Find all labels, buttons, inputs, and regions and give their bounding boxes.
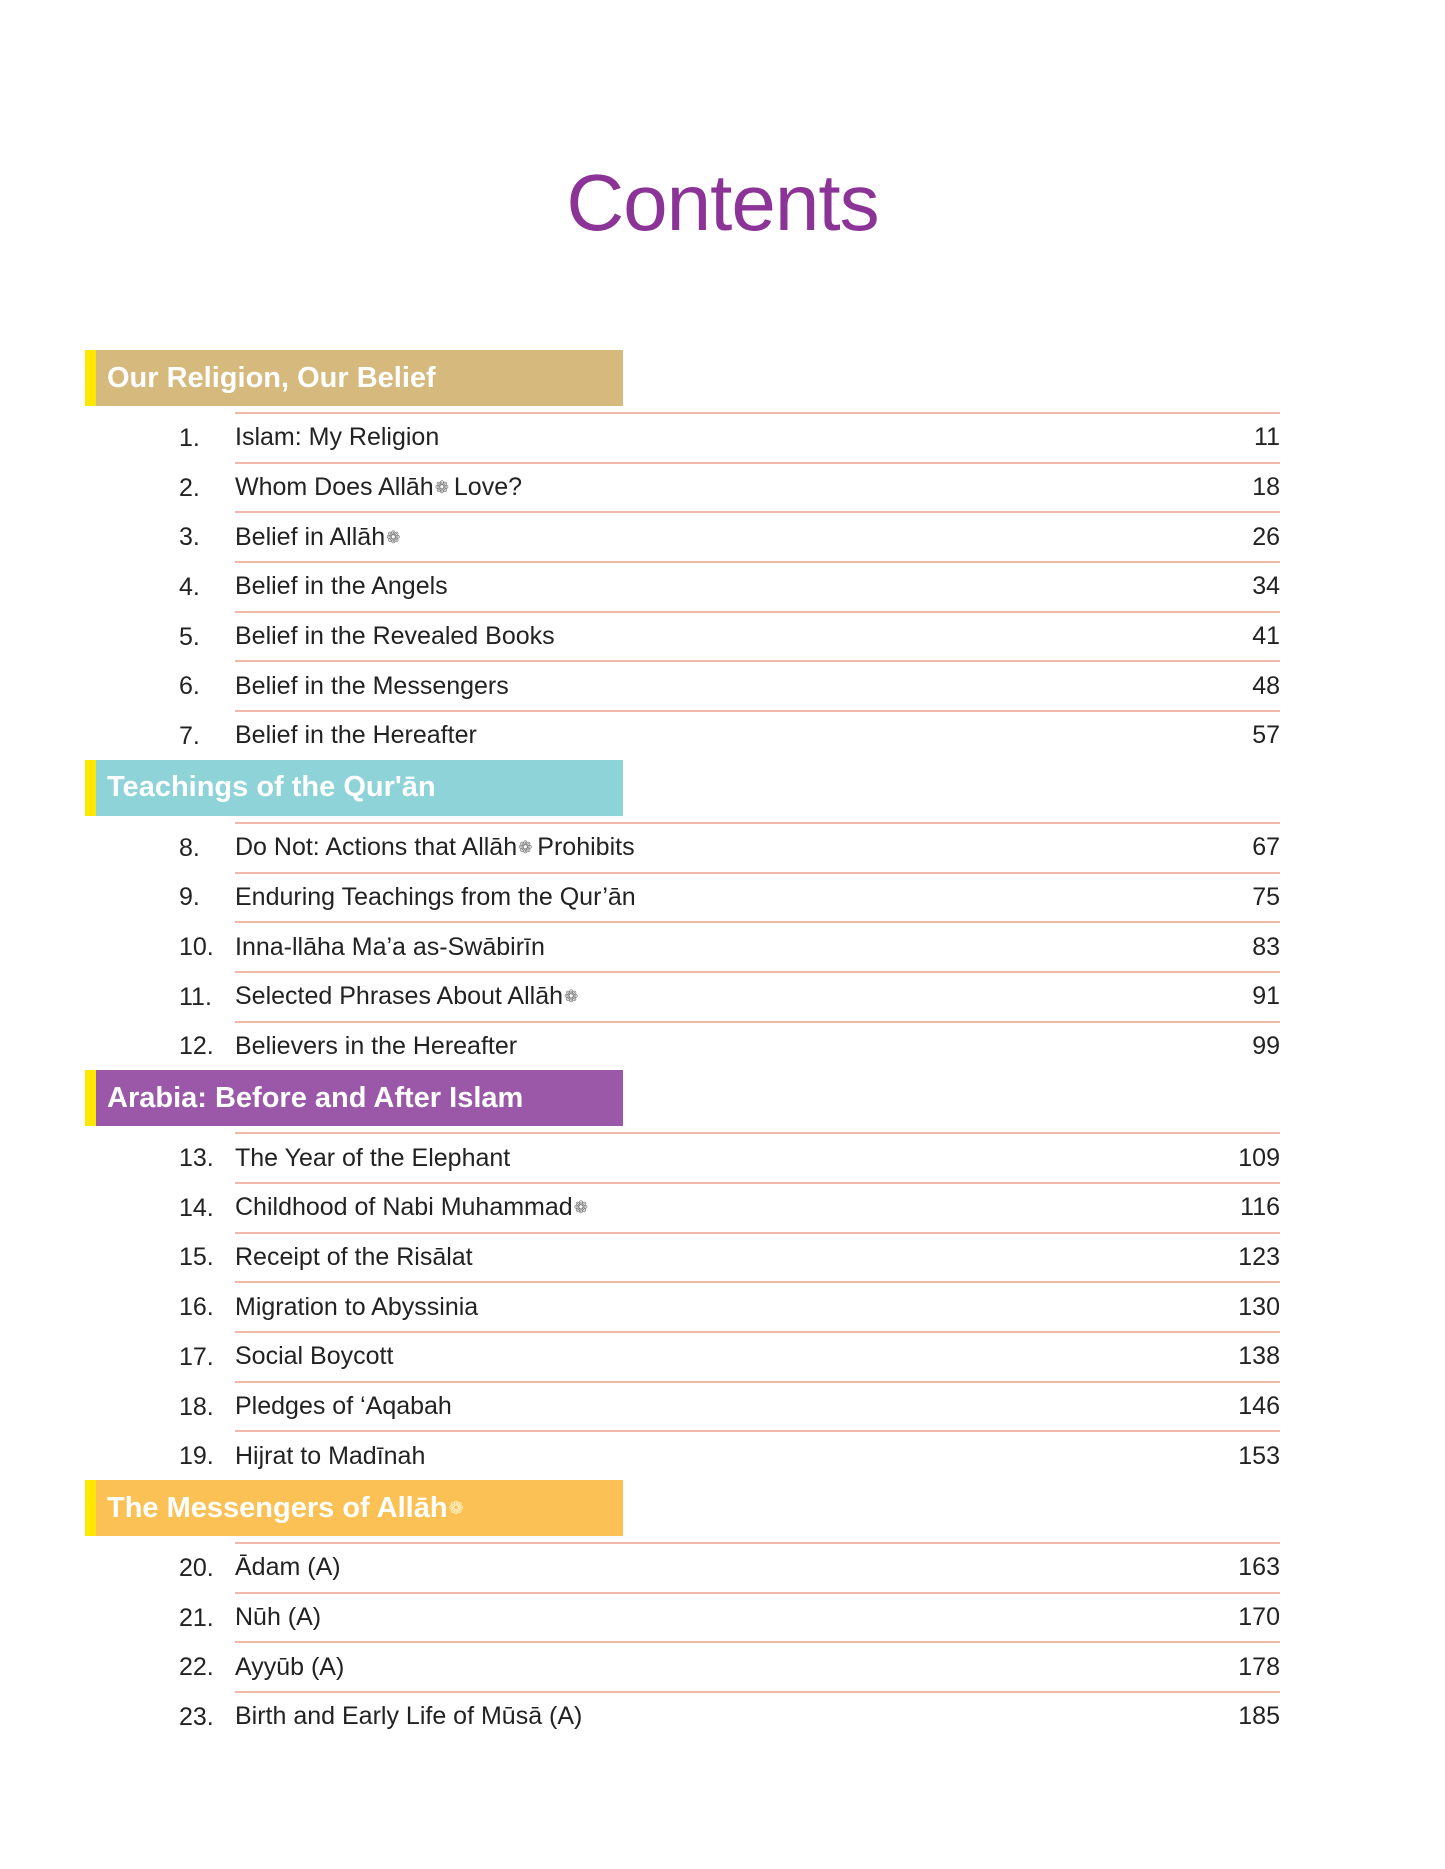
entry-title	[235, 982, 1200, 1011]
entry-title: Belief in the Angels	[235, 572, 448, 601]
honorific-glyph-icon: ❁	[434, 478, 447, 498]
entry-title: Believers in the Hereafter	[235, 1031, 518, 1060]
entry-title: Birth and Early Life of Mūsā (A)	[235, 1702, 583, 1731]
entry-title	[235, 523, 1200, 552]
section-header	[85, 1070, 623, 1126]
entry-page-number: 130	[1238, 1292, 1280, 1321]
entry-number: 19.	[179, 1442, 214, 1471]
entry-page-number: 109	[1238, 1143, 1280, 1172]
entry-title: Belief in the Revealed Books	[235, 622, 555, 651]
entry-page-number: 178	[1238, 1652, 1280, 1681]
entry-page-number: 123	[1238, 1242, 1280, 1271]
section-header	[85, 760, 623, 816]
entry-number: 18.	[179, 1392, 214, 1421]
entry-title: Inna-llāha Ma’a as-Swābirīn	[235, 932, 545, 961]
toc-entry[interactable]	[179, 412, 1280, 462]
entry-number: 16.	[179, 1293, 214, 1322]
honorific-glyph-icon: ❁	[518, 838, 531, 858]
entry-page-number: 34	[1252, 572, 1280, 601]
section-title: The Messengers of Allāh	[107, 1491, 448, 1524]
entry-number: 8.	[179, 833, 200, 862]
entry-number: 1.	[179, 423, 200, 452]
entry-page-number: 48	[1252, 671, 1280, 700]
entry-title-text: Selected Phrases About Allāh	[235, 982, 564, 1011]
entry-number: 12.	[179, 1032, 214, 1061]
section-header	[85, 1480, 623, 1536]
page-title: Contents	[566, 158, 879, 247]
entry-page-number: 91	[1252, 982, 1280, 1011]
entry-title-text: Belief in Allāh	[235, 522, 386, 551]
toc-entry[interactable]	[179, 822, 1280, 872]
toc-entry[interactable]	[179, 1542, 1280, 1592]
entry-number: 23.	[179, 1702, 214, 1731]
section-title: Arabia: Before and After Islam	[107, 1081, 524, 1114]
entry-title-text: Love?	[446, 473, 523, 502]
entry-title: Islam: My Religion	[235, 423, 440, 452]
entry-title: Migration to Abyssinia	[235, 1292, 479, 1321]
entry-number: 20.	[179, 1553, 214, 1582]
entry-number: 9.	[179, 883, 200, 912]
entry-page-number: 41	[1252, 622, 1280, 651]
entry-number: 6.	[179, 672, 200, 701]
toc-section	[85, 1480, 1280, 1741]
toc-entry[interactable]	[179, 1232, 1280, 1282]
toc-section	[85, 760, 1280, 1070]
entry-number: 7.	[179, 721, 200, 750]
entry-title	[235, 1193, 1200, 1222]
entry-number: 21.	[179, 1603, 214, 1632]
entry-number: 5.	[179, 622, 200, 651]
section-entries	[179, 412, 1280, 760]
toc-entry[interactable]	[179, 660, 1280, 710]
entry-title: Ayyūb (A)	[235, 1652, 345, 1681]
section-entries	[179, 1132, 1280, 1480]
entry-title: The Year of the Elephant	[235, 1143, 511, 1172]
honorific-glyph-icon: ❁	[573, 1198, 586, 1218]
toc-entry[interactable]	[179, 1430, 1280, 1480]
entry-page-number: 170	[1238, 1603, 1280, 1632]
entry-title: Ādam (A)	[235, 1553, 341, 1582]
entry-title: Receipt of the Risālat	[235, 1242, 473, 1271]
entry-title: Social Boycott	[235, 1342, 394, 1371]
toc-section	[85, 1070, 1280, 1480]
entry-title: Hijrat to Madīnah	[235, 1441, 426, 1470]
section-entries	[179, 822, 1280, 1070]
entry-number: 2.	[179, 473, 200, 502]
toc-entry[interactable]	[179, 1182, 1280, 1232]
entry-page-number: 26	[1252, 522, 1280, 551]
entry-title	[235, 833, 1200, 862]
toc-entry[interactable]	[179, 1132, 1280, 1182]
toc-entry[interactable]	[179, 1691, 1280, 1741]
entry-number: 13.	[179, 1144, 214, 1173]
entry-title-text: Childhood of Nabi Muhammad	[235, 1193, 573, 1222]
entry-page-number: 185	[1238, 1702, 1280, 1731]
entry-page-number: 116	[1240, 1193, 1280, 1222]
honorific-glyph-icon: ❁	[564, 987, 577, 1007]
entry-page-number: 57	[1252, 721, 1280, 750]
toc-entry[interactable]	[179, 511, 1280, 561]
entry-number: 10.	[179, 933, 214, 962]
toc-section	[85, 350, 1280, 760]
toc-entry[interactable]	[179, 971, 1280, 1021]
toc-entry[interactable]	[179, 710, 1280, 760]
entry-page-number: 11	[1254, 423, 1280, 452]
entry-page-number: 146	[1238, 1392, 1280, 1421]
toc-entry[interactable]	[179, 1021, 1280, 1071]
toc-entry[interactable]	[179, 1592, 1280, 1642]
entry-title: Nūh (A)	[235, 1603, 322, 1632]
entry-number: 3.	[179, 523, 200, 552]
section-entries	[179, 1542, 1280, 1741]
honorific-glyph-icon: ❁	[448, 1497, 462, 1518]
entry-number: 15.	[179, 1243, 214, 1272]
entry-title: Belief in the Hereafter	[235, 721, 477, 750]
entry-page-number: 18	[1252, 473, 1280, 502]
honorific-glyph-icon: ❁	[386, 527, 399, 547]
entry-number: 11.	[179, 982, 212, 1011]
entry-page-number: 75	[1252, 882, 1280, 911]
entry-title-text: Do Not: Actions that Allāh	[235, 833, 518, 862]
entry-title: Belief in the Messengers	[235, 671, 509, 700]
entry-number: 14.	[179, 1193, 214, 1222]
entry-page-number: 67	[1252, 833, 1280, 862]
entry-title-text: Prohibits	[530, 833, 635, 862]
entry-title-text: Whom Does Allāh	[235, 473, 434, 502]
toc-entry[interactable]	[179, 1641, 1280, 1691]
toc-entry[interactable]	[179, 561, 1280, 611]
toc-entry[interactable]	[179, 462, 1280, 512]
entry-page-number: 163	[1238, 1553, 1280, 1582]
toc-entry[interactable]	[179, 1381, 1280, 1431]
toc-entry[interactable]	[179, 921, 1280, 971]
toc-entry[interactable]	[179, 872, 1280, 922]
toc-entry[interactable]	[179, 1281, 1280, 1331]
entry-page-number: 99	[1252, 1031, 1280, 1060]
entry-page-number: 138	[1238, 1342, 1280, 1371]
toc-entry[interactable]	[179, 611, 1280, 661]
entry-title: Pledges of ‘Aqabah	[235, 1392, 452, 1421]
entry-page-number: 83	[1252, 932, 1280, 961]
entry-number: 17.	[179, 1342, 214, 1371]
entry-number: 4.	[179, 572, 200, 601]
section-title: Our Religion, Our Belief	[107, 361, 436, 394]
section-header	[85, 350, 623, 406]
entry-title	[235, 473, 1200, 502]
entry-number: 22.	[179, 1653, 214, 1682]
entry-title: Enduring Teachings from the Qur’ān	[235, 882, 636, 911]
entry-page-number: 153	[1238, 1441, 1280, 1470]
section-title: Teachings of the Qur'ān	[107, 771, 436, 804]
table-of-contents	[85, 350, 1280, 1741]
toc-entry[interactable]	[179, 1331, 1280, 1381]
